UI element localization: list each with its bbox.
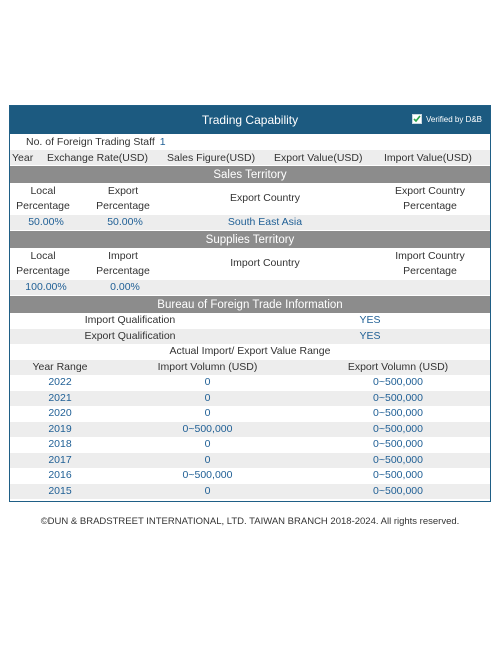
verified-label: Verified by D&B (425, 114, 482, 124)
import-volume-cell: 0 (204, 484, 211, 497)
import-qualification-row (10, 313, 490, 329)
sales-territory-bar (10, 165, 490, 183)
staff-value: 1 (159, 136, 166, 148)
supplies-local-value: 100.00% (25, 281, 67, 293)
card-header (10, 106, 490, 134)
year-cell: 2021 (48, 391, 72, 404)
col-export-value: Export Value(USD) (274, 151, 363, 164)
year-cell: 2015 (48, 484, 72, 497)
import-volume-cell: 0~500,000 (182, 422, 233, 435)
export-country-value: South East Asia (227, 216, 303, 228)
export-volume-cell: 0~500,000 (373, 469, 423, 481)
year-cell: 2016 (48, 469, 72, 481)
import-volume-cell: 0 (204, 407, 211, 419)
range-title-row (10, 344, 490, 360)
table-row (10, 375, 490, 391)
export-country-pct-header: Export Country Percentage (394, 185, 466, 212)
sales-export-value: 50.00% (107, 216, 143, 228)
checkmark-icon (412, 114, 422, 124)
table-row (10, 406, 490, 422)
col-year-range: Year Range (32, 360, 88, 373)
supplies-territory-header (10, 248, 490, 280)
export-qualification-value: YES (359, 329, 381, 342)
supplies-territory-bar (10, 230, 490, 248)
sales-local-value: 50.00% (28, 216, 64, 228)
col-exchange-rate: Exchange Rate(USD) (47, 151, 148, 164)
sales-local-header: Local Percentage (16, 185, 70, 212)
staff-label: No. of Foreign Trading Staff (26, 136, 155, 148)
export-volume-cell: 0~500,000 (373, 484, 423, 497)
table-row (10, 437, 490, 453)
sales-territory-header (10, 183, 490, 215)
finance-columns-header (10, 150, 490, 165)
table-row (10, 391, 490, 407)
year-cell: 2018 (48, 438, 72, 450)
sales-export-header: Export Percentage (96, 185, 150, 212)
supplies-import-header: Import Percentage (96, 250, 150, 277)
import-volume-cell: 0 (204, 438, 211, 450)
export-volume-cell: 0~500,000 (373, 422, 423, 435)
year-cell: 2020 (48, 407, 72, 419)
import-qualification-value: YES (359, 314, 381, 326)
trading-capability-card (9, 105, 491, 502)
export-volume-cell: 0~500,000 (373, 453, 423, 466)
supplies-local-header: Local Percentage (16, 250, 70, 277)
sales-territory-title: Sales Territory (213, 168, 287, 181)
import-volume-cell: 0 (204, 391, 211, 404)
col-year: Year (12, 151, 34, 164)
export-volume-cell: 0~500,000 (373, 376, 423, 388)
verified-badge (412, 114, 482, 124)
export-country-header: Export Country (229, 192, 301, 204)
export-volume-cell: 0~500,000 (373, 438, 423, 450)
copyright-footer: ©DUN & BRADSTREET INTERNATIONAL, LTD. TAIWAN BRANCH 2018-2024. All rights reserved. (40, 516, 460, 527)
supplies-territory-values (10, 280, 490, 295)
col-export-volume: Export Volumn (USD) (347, 360, 449, 373)
year-cell: 2017 (48, 453, 72, 466)
export-qualification-row (10, 329, 490, 345)
sales-territory-values (10, 215, 490, 230)
bureau-bar (10, 295, 490, 313)
year-cell: 2022 (48, 376, 72, 388)
import-volume-cell: 0 (204, 453, 211, 466)
card-title: Trading Capability (201, 113, 299, 127)
year-cell: 2019 (48, 422, 72, 435)
import-qualification-label: Import Qualification (84, 314, 176, 326)
table-row (10, 468, 490, 484)
col-import-volume: Import Volumn (USD) (157, 360, 258, 373)
col-import-value: Import Value(USD) (384, 151, 472, 164)
staff-row (10, 134, 490, 150)
bureau-title: Bureau of Foreign Trade Information (157, 298, 343, 311)
range-title: Actual Import/ Export Value Range (169, 345, 331, 357)
col-sales-figure: Sales Figure(USD) (167, 151, 256, 164)
supplies-territory-title: Supplies Territory (205, 233, 295, 246)
import-volume-cell: 0~500,000 (182, 469, 233, 481)
import-country-pct-header: Import Country Percentage (395, 250, 465, 277)
supplies-import-value: 0.00% (110, 281, 140, 293)
table-row (10, 453, 490, 469)
range-columns-header (10, 360, 490, 376)
import-volume-cell: 0 (204, 376, 211, 388)
table-row (10, 422, 490, 438)
import-country-header: Import Country (230, 257, 300, 269)
table-row (10, 484, 490, 500)
year-rows (10, 375, 490, 499)
export-qualification-label: Export Qualification (84, 329, 176, 342)
export-volume-cell: 0~500,000 (373, 391, 423, 404)
export-volume-cell: 0~500,000 (373, 407, 423, 419)
